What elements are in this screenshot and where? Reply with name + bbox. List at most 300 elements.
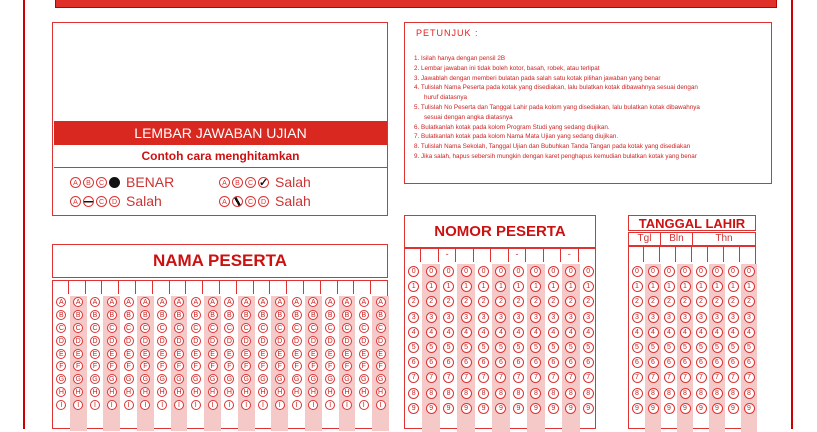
digit-bubble[interactable]: 6	[443, 357, 454, 368]
letter-bubble[interactable]: C	[56, 323, 66, 333]
digit-bubble[interactable]: 6	[583, 357, 594, 368]
letter-bubble[interactable]: E	[342, 349, 352, 359]
date-digit-bubble[interactable]: 6	[664, 357, 675, 368]
date-digit-bubble[interactable]: 3	[744, 312, 755, 323]
letter-bubble[interactable]: H	[292, 387, 302, 397]
digit-bubble[interactable]: 7	[426, 372, 437, 383]
date-digit-bubble[interactable]: 7	[744, 372, 755, 383]
letter-bubble[interactable]: I	[308, 400, 318, 410]
digit-bubble[interactable]: 8	[495, 388, 506, 399]
digit-bubble[interactable]: 6	[461, 357, 472, 368]
letter-bubble[interactable]: B	[241, 310, 251, 320]
digit-bubble[interactable]: 5	[530, 342, 541, 353]
number-box[interactable]	[491, 248, 508, 262]
letter-bubble[interactable]: D	[107, 336, 117, 346]
letter-bubble[interactable]: I	[208, 400, 218, 410]
date-digit-bubble[interactable]: 2	[744, 296, 755, 307]
letter-bubble[interactable]: I	[275, 400, 285, 410]
date-digit-bubble[interactable]: 5	[696, 342, 707, 353]
date-digit-bubble[interactable]: 2	[712, 296, 723, 307]
letter-bubble[interactable]: D	[56, 336, 66, 346]
date-digit-bubble[interactable]: 5	[680, 342, 691, 353]
number-box[interactable]: -	[509, 248, 526, 262]
digit-bubble[interactable]: 5	[548, 342, 559, 353]
letter-bubble[interactable]: I	[258, 400, 268, 410]
digit-bubble[interactable]: 7	[565, 372, 576, 383]
letter-bubble[interactable]: F	[56, 361, 66, 371]
date-digit-bubble[interactable]: 5	[632, 342, 643, 353]
letter-bubble[interactable]: A	[208, 297, 218, 307]
number-box[interactable]	[579, 248, 596, 262]
digit-bubble[interactable]: 4	[461, 327, 472, 338]
digit-bubble[interactable]: 7	[513, 372, 524, 383]
digit-bubble[interactable]: 9	[478, 403, 489, 414]
date-digit-bubble[interactable]: 0	[648, 266, 659, 277]
letter-bubble[interactable]: D	[292, 336, 302, 346]
number-box[interactable]: -	[439, 248, 456, 262]
date-digit-bubble[interactable]: 0	[632, 266, 643, 277]
letter-bubble[interactable]: G	[292, 374, 302, 384]
letter-bubble[interactable]: E	[107, 349, 117, 359]
letter-bubble[interactable]: I	[73, 400, 83, 410]
letter-box[interactable]	[321, 280, 338, 294]
date-digit-bubble[interactable]: 5	[728, 342, 739, 353]
letter-bubble[interactable]: I	[342, 400, 352, 410]
letter-bubble[interactable]: A	[258, 297, 268, 307]
letter-bubble[interactable]: F	[90, 361, 100, 371]
letter-bubble[interactable]: A	[107, 297, 117, 307]
letter-bubble[interactable]: I	[359, 400, 369, 410]
letter-bubble[interactable]: D	[342, 336, 352, 346]
date-digit-bubble[interactable]: 8	[744, 388, 755, 399]
letter-bubble[interactable]: G	[275, 374, 285, 384]
letter-bubble[interactable]: F	[140, 361, 150, 371]
letter-bubble[interactable]: E	[376, 349, 386, 359]
digit-bubble[interactable]: 8	[408, 388, 419, 399]
letter-bubble[interactable]: B	[376, 310, 386, 320]
digit-bubble[interactable]: 4	[426, 327, 437, 338]
letter-bubble[interactable]: B	[73, 310, 83, 320]
date-digit-bubble[interactable]: 1	[696, 281, 707, 292]
date-digit-bubble[interactable]: 9	[680, 403, 691, 414]
letter-bubble[interactable]: A	[140, 297, 150, 307]
letter-bubble[interactable]: H	[325, 387, 335, 397]
letter-bubble[interactable]: G	[157, 374, 167, 384]
letter-bubble[interactable]: H	[56, 387, 66, 397]
letter-bubble[interactable]: E	[241, 349, 251, 359]
date-digit-bubble[interactable]: 9	[632, 403, 643, 414]
letter-bubble[interactable]: F	[275, 361, 285, 371]
letter-bubble[interactable]: H	[308, 387, 318, 397]
letter-bubble[interactable]: A	[241, 297, 251, 307]
letter-bubble[interactable]: G	[342, 374, 352, 384]
letter-bubble[interactable]: F	[174, 361, 184, 371]
digit-bubble[interactable]: 9	[443, 403, 454, 414]
date-digit-bubble[interactable]: 1	[680, 281, 691, 292]
date-digit-bubble[interactable]: 7	[664, 372, 675, 383]
letter-bubble[interactable]: D	[90, 336, 100, 346]
date-digit-bubble[interactable]: 2	[680, 296, 691, 307]
date-digit-bubble[interactable]: 7	[680, 372, 691, 383]
date-digit-bubble[interactable]: 9	[712, 403, 723, 414]
date-digit-bubble[interactable]: 1	[712, 281, 723, 292]
letter-bubble[interactable]: F	[308, 361, 318, 371]
letter-bubble[interactable]: B	[258, 310, 268, 320]
letter-bubble[interactable]: G	[224, 374, 234, 384]
date-digit-bubble[interactable]: 6	[648, 357, 659, 368]
letter-bubble[interactable]: D	[140, 336, 150, 346]
letter-box[interactable]	[136, 280, 153, 294]
digit-bubble[interactable]: 3	[426, 312, 437, 323]
digit-bubble[interactable]: 6	[408, 357, 419, 368]
letter-bubble[interactable]: B	[174, 310, 184, 320]
date-digit-bubble[interactable]: 8	[712, 388, 723, 399]
letter-box[interactable]	[69, 280, 86, 294]
letter-bubble[interactable]: G	[359, 374, 369, 384]
date-digit-bubble[interactable]: 7	[696, 372, 707, 383]
letter-bubble[interactable]: C	[359, 323, 369, 333]
letter-box[interactable]	[153, 280, 170, 294]
letter-bubble[interactable]: H	[90, 387, 100, 397]
letter-bubble[interactable]: C	[292, 323, 302, 333]
date-digit-bubble[interactable]: 2	[632, 296, 643, 307]
letter-bubble[interactable]: A	[157, 297, 167, 307]
digit-bubble[interactable]: 9	[565, 403, 576, 414]
letter-bubble[interactable]: H	[73, 387, 83, 397]
date-digit-bubble[interactable]: 0	[744, 266, 755, 277]
digit-bubble[interactable]: 2	[443, 296, 454, 307]
digit-bubble[interactable]: 2	[408, 296, 419, 307]
letter-bubble[interactable]: G	[191, 374, 201, 384]
letter-bubble[interactable]: E	[124, 349, 134, 359]
letter-bubble[interactable]: F	[124, 361, 134, 371]
letter-box[interactable]	[338, 280, 355, 294]
date-digit-bubble[interactable]: 6	[712, 357, 723, 368]
letter-bubble[interactable]: G	[140, 374, 150, 384]
letter-bubble[interactable]: C	[73, 323, 83, 333]
letter-bubble[interactable]: B	[224, 310, 234, 320]
letter-bubble[interactable]: A	[275, 297, 285, 307]
digit-bubble[interactable]: 4	[495, 327, 506, 338]
letter-box[interactable]	[304, 280, 321, 294]
letter-bubble[interactable]: E	[208, 349, 218, 359]
letter-bubble[interactable]: E	[258, 349, 268, 359]
digit-bubble[interactable]: 2	[565, 296, 576, 307]
letter-bubble[interactable]: G	[308, 374, 318, 384]
date-digit-bubble[interactable]: 6	[632, 357, 643, 368]
digit-bubble[interactable]: 5	[426, 342, 437, 353]
digit-bubble[interactable]: 9	[426, 403, 437, 414]
digit-bubble[interactable]: 4	[583, 327, 594, 338]
letter-bubble[interactable]: C	[124, 323, 134, 333]
digit-bubble[interactable]: 4	[478, 327, 489, 338]
letter-bubble[interactable]: G	[107, 374, 117, 384]
date-digit-bubble[interactable]: 3	[712, 312, 723, 323]
digit-bubble[interactable]: 2	[478, 296, 489, 307]
number-box[interactable]	[526, 248, 543, 262]
digit-bubble[interactable]: 8	[548, 388, 559, 399]
letter-bubble[interactable]: I	[224, 400, 234, 410]
digit-bubble[interactable]: 1	[443, 281, 454, 292]
digit-bubble[interactable]: 5	[583, 342, 594, 353]
digit-bubble[interactable]: 0	[408, 266, 419, 277]
letter-box[interactable]	[254, 280, 271, 294]
date-digit-bubble[interactable]: 1	[648, 281, 659, 292]
letter-bubble[interactable]: B	[107, 310, 117, 320]
letter-bubble[interactable]: C	[342, 323, 352, 333]
digit-bubble[interactable]: 6	[530, 357, 541, 368]
digit-bubble[interactable]: 5	[443, 342, 454, 353]
letter-bubble[interactable]: I	[191, 400, 201, 410]
letter-bubble[interactable]: B	[191, 310, 201, 320]
letter-bubble[interactable]: A	[124, 297, 134, 307]
letter-bubble[interactable]: E	[359, 349, 369, 359]
date-digit-bubble[interactable]: 7	[632, 372, 643, 383]
digit-bubble[interactable]: 9	[461, 403, 472, 414]
date-digit-bubble[interactable]: 5	[712, 342, 723, 353]
letter-bubble[interactable]: B	[90, 310, 100, 320]
digit-bubble[interactable]: 1	[565, 281, 576, 292]
letter-bubble[interactable]: C	[258, 323, 268, 333]
digit-bubble[interactable]: 3	[495, 312, 506, 323]
date-digit-bubble[interactable]: 4	[632, 327, 643, 338]
date-digit-bubble[interactable]: 0	[696, 266, 707, 277]
letter-bubble[interactable]: F	[342, 361, 352, 371]
date-digit-bubble[interactable]: 9	[744, 403, 755, 414]
number-box[interactable]: -	[561, 248, 578, 262]
date-digit-bubble[interactable]: 1	[664, 281, 675, 292]
date-digit-bubble[interactable]: 2	[696, 296, 707, 307]
digit-bubble[interactable]: 5	[461, 342, 472, 353]
letter-bubble[interactable]: I	[325, 400, 335, 410]
letter-bubble[interactable]: H	[174, 387, 184, 397]
date-digit-bubble[interactable]: 4	[744, 327, 755, 338]
letter-bubble[interactable]: A	[90, 297, 100, 307]
letter-bubble[interactable]: F	[359, 361, 369, 371]
digit-bubble[interactable]: 8	[565, 388, 576, 399]
letter-bubble[interactable]: C	[308, 323, 318, 333]
letter-box[interactable]	[237, 280, 254, 294]
letter-bubble[interactable]: F	[292, 361, 302, 371]
letter-bubble[interactable]: E	[90, 349, 100, 359]
digit-bubble[interactable]: 1	[548, 281, 559, 292]
date-digit-bubble[interactable]: 3	[680, 312, 691, 323]
letter-bubble[interactable]: I	[140, 400, 150, 410]
date-digit-bubble[interactable]: 6	[680, 357, 691, 368]
digit-bubble[interactable]: 6	[426, 357, 437, 368]
digit-bubble[interactable]: 3	[461, 312, 472, 323]
digit-bubble[interactable]: 7	[530, 372, 541, 383]
date-digit-bubble[interactable]: 1	[744, 281, 755, 292]
letter-bubble[interactable]: F	[73, 361, 83, 371]
digit-bubble[interactable]: 8	[461, 388, 472, 399]
digit-bubble[interactable]: 2	[426, 296, 437, 307]
digit-bubble[interactable]: 3	[565, 312, 576, 323]
date-digit-bubble[interactable]: 9	[728, 403, 739, 414]
letter-bubble[interactable]: H	[157, 387, 167, 397]
date-digit-bubble[interactable]: 9	[648, 403, 659, 414]
letter-bubble[interactable]: E	[140, 349, 150, 359]
date-digit-bubble[interactable]: 1	[728, 281, 739, 292]
letter-box[interactable]	[119, 280, 136, 294]
digit-bubble[interactable]: 7	[443, 372, 454, 383]
date-digit-bubble[interactable]: 4	[696, 327, 707, 338]
letter-bubble[interactable]: H	[359, 387, 369, 397]
letter-bubble[interactable]: D	[308, 336, 318, 346]
date-digit-bubble[interactable]: 0	[680, 266, 691, 277]
digit-bubble[interactable]: 3	[583, 312, 594, 323]
digit-bubble[interactable]: 1	[408, 281, 419, 292]
date-digit-bubble[interactable]: 4	[664, 327, 675, 338]
letter-bubble[interactable]: B	[359, 310, 369, 320]
date-digit-bubble[interactable]: 2	[648, 296, 659, 307]
digit-bubble[interactable]: 9	[408, 403, 419, 414]
digit-bubble[interactable]: 5	[495, 342, 506, 353]
date-digit-bubble[interactable]: 7	[728, 372, 739, 383]
date-digit-bubble[interactable]: 3	[664, 312, 675, 323]
letter-bubble[interactable]: H	[258, 387, 268, 397]
digit-bubble[interactable]: 0	[565, 266, 576, 277]
digit-bubble[interactable]: 8	[426, 388, 437, 399]
letter-bubble[interactable]: G	[124, 374, 134, 384]
letter-bubble[interactable]: C	[241, 323, 251, 333]
letter-bubble[interactable]: F	[191, 361, 201, 371]
letter-box[interactable]	[220, 280, 237, 294]
date-digit-bubble[interactable]: 2	[728, 296, 739, 307]
digit-bubble[interactable]: 6	[478, 357, 489, 368]
date-digit-bubble[interactable]: 3	[648, 312, 659, 323]
digit-bubble[interactable]: 8	[478, 388, 489, 399]
letter-bubble[interactable]: C	[376, 323, 386, 333]
letter-bubble[interactable]: C	[157, 323, 167, 333]
date-digit-bubble[interactable]: 6	[744, 357, 755, 368]
letter-bubble[interactable]: E	[56, 349, 66, 359]
letter-box[interactable]	[186, 280, 203, 294]
letter-bubble[interactable]: B	[292, 310, 302, 320]
letter-bubble[interactable]: E	[224, 349, 234, 359]
letter-bubble[interactable]: B	[208, 310, 218, 320]
digit-bubble[interactable]: 9	[548, 403, 559, 414]
letter-bubble[interactable]: G	[90, 374, 100, 384]
letter-bubble[interactable]: G	[376, 374, 386, 384]
digit-bubble[interactable]: 0	[548, 266, 559, 277]
letter-bubble[interactable]: H	[191, 387, 201, 397]
letter-bubble[interactable]: C	[191, 323, 201, 333]
letter-bubble[interactable]: E	[73, 349, 83, 359]
digit-bubble[interactable]: 6	[548, 357, 559, 368]
letter-bubble[interactable]: D	[157, 336, 167, 346]
letter-bubble[interactable]: I	[174, 400, 184, 410]
digit-bubble[interactable]: 5	[408, 342, 419, 353]
letter-bubble[interactable]: D	[325, 336, 335, 346]
letter-bubble[interactable]: D	[359, 336, 369, 346]
letter-bubble[interactable]: I	[124, 400, 134, 410]
digit-bubble[interactable]: 0	[478, 266, 489, 277]
date-digit-bubble[interactable]: 6	[696, 357, 707, 368]
letter-box[interactable]	[52, 280, 69, 294]
letter-bubble[interactable]: E	[157, 349, 167, 359]
letter-bubble[interactable]: D	[258, 336, 268, 346]
letter-bubble[interactable]: F	[224, 361, 234, 371]
date-digit-bubble[interactable]: 3	[728, 312, 739, 323]
number-box[interactable]	[404, 248, 421, 262]
letter-bubble[interactable]: F	[241, 361, 251, 371]
digit-bubble[interactable]: 4	[513, 327, 524, 338]
digit-bubble[interactable]: 1	[461, 281, 472, 292]
letter-bubble[interactable]: E	[174, 349, 184, 359]
digit-bubble[interactable]: 0	[461, 266, 472, 277]
letter-bubble[interactable]: G	[258, 374, 268, 384]
digit-bubble[interactable]: 8	[443, 388, 454, 399]
letter-bubble[interactable]: B	[325, 310, 335, 320]
letter-box[interactable]	[102, 280, 119, 294]
letter-bubble[interactable]: A	[174, 297, 184, 307]
digit-bubble[interactable]: 8	[583, 388, 594, 399]
letter-bubble[interactable]: E	[308, 349, 318, 359]
letter-bubble[interactable]: D	[191, 336, 201, 346]
letter-bubble[interactable]: A	[325, 297, 335, 307]
letter-bubble[interactable]: I	[157, 400, 167, 410]
digit-bubble[interactable]: 4	[565, 327, 576, 338]
letter-bubble[interactable]: D	[174, 336, 184, 346]
letter-bubble[interactable]: E	[275, 349, 285, 359]
letter-bubble[interactable]: I	[376, 400, 386, 410]
letter-bubble[interactable]: G	[208, 374, 218, 384]
letter-box[interactable]	[287, 280, 304, 294]
digit-bubble[interactable]: 1	[513, 281, 524, 292]
digit-bubble[interactable]: 2	[530, 296, 541, 307]
digit-bubble[interactable]: 7	[548, 372, 559, 383]
letter-bubble[interactable]: E	[191, 349, 201, 359]
date-digit-bubble[interactable]: 6	[728, 357, 739, 368]
letter-bubble[interactable]: I	[241, 400, 251, 410]
digit-bubble[interactable]: 9	[530, 403, 541, 414]
letter-bubble[interactable]: A	[308, 297, 318, 307]
letter-bubble[interactable]: H	[224, 387, 234, 397]
digit-bubble[interactable]: 6	[495, 357, 506, 368]
digit-bubble[interactable]: 1	[583, 281, 594, 292]
digit-bubble[interactable]: 0	[426, 266, 437, 277]
date-digit-bubble[interactable]: 9	[664, 403, 675, 414]
letter-box[interactable]	[170, 280, 187, 294]
letter-bubble[interactable]: C	[275, 323, 285, 333]
digit-bubble[interactable]: 8	[513, 388, 524, 399]
digit-bubble[interactable]: 5	[565, 342, 576, 353]
date-digit-bubble[interactable]: 8	[632, 388, 643, 399]
digit-bubble[interactable]: 8	[530, 388, 541, 399]
letter-bubble[interactable]: C	[90, 323, 100, 333]
letter-bubble[interactable]: C	[208, 323, 218, 333]
date-digit-bubble[interactable]: 4	[728, 327, 739, 338]
letter-bubble[interactable]: B	[342, 310, 352, 320]
digit-bubble[interactable]: 6	[565, 357, 576, 368]
digit-bubble[interactable]: 6	[513, 357, 524, 368]
digit-bubble[interactable]: 1	[530, 281, 541, 292]
letter-bubble[interactable]: I	[90, 400, 100, 410]
date-digit-bubble[interactable]: 3	[632, 312, 643, 323]
date-digit-bubble[interactable]: 5	[648, 342, 659, 353]
letter-box[interactable]	[371, 280, 388, 294]
digit-bubble[interactable]: 0	[513, 266, 524, 277]
letter-bubble[interactable]: A	[359, 297, 369, 307]
letter-bubble[interactable]: D	[124, 336, 134, 346]
number-box[interactable]	[421, 248, 438, 262]
letter-bubble[interactable]: C	[325, 323, 335, 333]
digit-bubble[interactable]: 1	[478, 281, 489, 292]
date-box[interactable]	[708, 246, 724, 262]
letter-bubble[interactable]: F	[157, 361, 167, 371]
letter-bubble[interactable]: C	[140, 323, 150, 333]
